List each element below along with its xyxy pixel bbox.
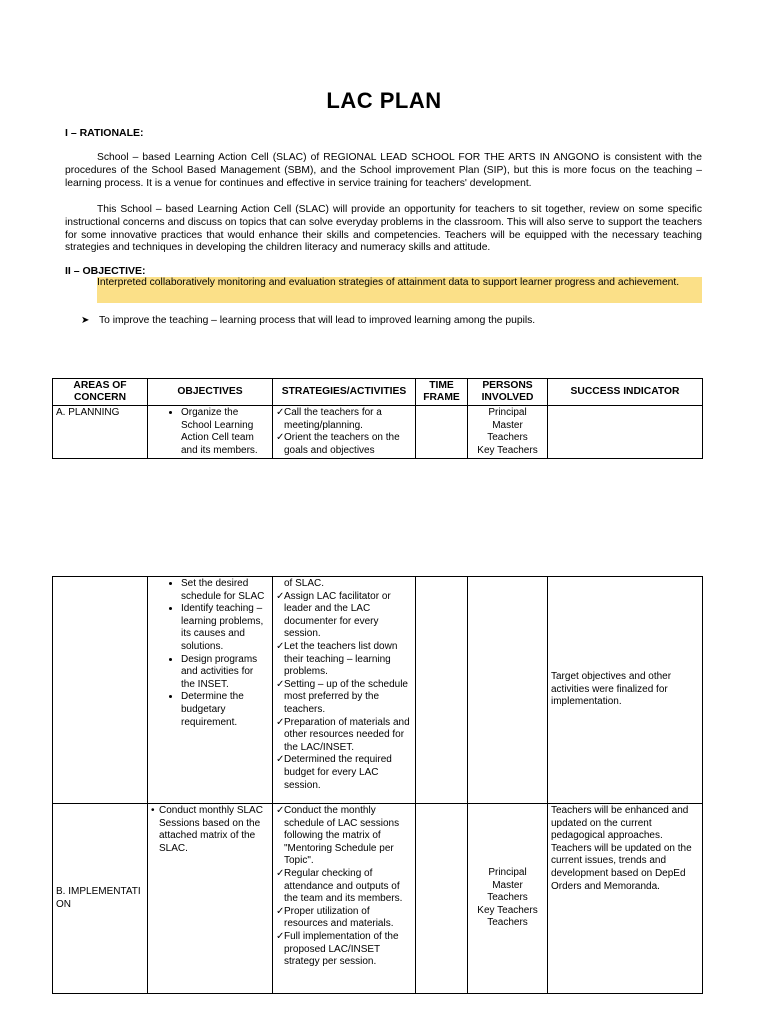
rationale-heading: I – RATIONALE: [65,127,144,139]
persons-cell [468,406,548,459]
check-icon: ✓ [276,432,285,444]
area-cell [53,577,148,804]
header-objectives: OBJECTIVES [148,379,273,406]
objective-cell [148,577,273,804]
header-areas: AREAS OF CONCERN [53,379,148,406]
person-line: Teachers [487,432,528,444]
objective-bullet [81,315,535,326]
person-line: Master [492,419,523,431]
table-row [53,804,703,994]
list-item: ✓Preparation of materials and other resources needed for the LAC/INSET. [276,716,410,753]
list-item: ✓Regular checking of attendance and outputs of the team and its members. [276,867,403,905]
check-icon: ✓ [276,590,285,602]
check-icon: ✓ [276,805,285,816]
check-icon: ✓ [276,407,285,418]
check-icon: ✓ [276,716,285,728]
time-frame-cell [416,406,468,459]
header-persons: PERSONS INVOLVED [468,379,548,406]
list-item: of SLAC. [284,578,325,589]
table-row [53,577,703,804]
strategy-cell [273,577,416,804]
person-line: Key Teachers [477,444,538,456]
list-item: • Identify teaching – learning problems, its causes and solutions. [181,603,269,653]
persons-cell [468,804,548,994]
list-item: ✓Determined the required budget for every LAC session. [276,754,392,791]
lac-plan-table-top [52,378,703,459]
person-line: Teachers [487,892,528,904]
check-icon: ✓ [276,678,285,690]
strategy-cell [273,804,416,994]
objective-heading: II – OBJECTIVE: [65,265,146,277]
check-icon: ✓ [276,640,285,652]
objective-cell [148,804,273,994]
area-cell: B. IMPLEMENTATION [53,804,148,994]
person-line: Teachers [487,917,528,929]
list-item: ✓Assign LAC facilitator or leader and the LAC documenter for every session. [276,590,391,640]
list-item: ✓Let the teachers list down their teaching – learning problems. [276,640,398,678]
list-item: ✓Conduct the monthly schedule of LAC sessions following the matrix of "Mentoring Schedule per Topic". [276,805,400,867]
check-icon: ✓ [276,867,285,879]
list-item: ✓Call the teachers for a meeting/planning. [276,407,382,431]
list-item: ✓Orient the teachers on the goals and objectives [276,432,400,456]
lac-plan-table-bottom [52,576,703,994]
person-line: Principal [488,407,527,418]
header-time-frame: TIME FRAME [416,379,468,406]
persons-cell [468,577,548,804]
page-title: LAC PLAN [326,88,442,113]
objective-bullet-text: To improve the teaching – learning process that will lead to improved learning among the pupils. [99,315,536,326]
strategy-cell [273,406,416,459]
objective-cell [148,406,273,459]
check-icon: ✓ [276,905,285,917]
header-success: SUCCESS INDICATOR [548,379,703,406]
check-icon: ✓ [276,930,285,942]
success-cell [548,406,703,459]
time-frame-cell [416,804,468,994]
list-item: • Set the desired schedule for SLAC [181,578,269,603]
person-line: Master [492,879,523,891]
table-row [53,406,703,459]
table-header-row [53,379,703,406]
check-icon: ✓ [276,754,285,766]
success-cell: Teachers will be enhanced and updated on the current pedagogical approaches. Teachers will be updated on the current issues, trends and development based on DepEd Orders and Memoranda. [548,804,703,994]
list-item: ✓Full implementation of the proposed LAC/INSET strategy per session. [276,930,399,968]
person-line: Key Teachers [477,904,538,916]
rationale-paragraph-1: School – based Learning Action Cell (SLAC) of REGIONAL LEAD SCHOOL FOR THE ARTS IN ANGONO is consistent with the procedures of the School Based Management (SBM), and the School improvement Plan (SIP), but this is more focus on the teaching – learning process. It is a venue for continues and effective in service training for teachers' development. [65,152,702,189]
arrow-bullet-icon: ➤ [81,315,90,326]
header-strategies: STRATEGIES/ACTIVITIES [273,379,416,406]
objective-highlight-text: Interpreted collaboratively monitoring and evaluation strategies of attainment data to support learner progress and achievement. [97,277,680,288]
list-item: • Organize the School Learning Action Cell team and its members. [181,407,269,457]
list-item: • Design programs and activities for the INSET. [181,654,269,692]
list-item: • Determine the budgetary requirement. [181,691,269,729]
person-line: Principal [488,867,527,879]
list-item: ✓Setting – up of the schedule most preferred by the teachers. [276,678,408,715]
list-item: ✓Proper utilization of resources and materials. [276,905,394,930]
area-cell: A. PLANNING [53,406,148,459]
time-frame-cell [416,577,468,804]
success-cell: Target objectives and other activities were finalized for implementation. [548,577,703,804]
bullet-icon: • [151,805,155,816]
list-item: • Conduct monthly SLAC Sessions based on the attached matrix of the SLAC. [151,805,263,854]
rationale-paragraph-2: This School – based Learning Action Cell (SLAC) will provide an opportunity for teachers to sit together, review on some specific instructional concerns and discuss on topics that can solve everyday problems in the classroom. This will also serve to support the teachers for some innovative practices that would enhance their skills and competencies. Teachers will be equipped with the necessary teaching strategies and techniques in developing the children literacy and numeracy skills and attitude. [65,204,702,254]
